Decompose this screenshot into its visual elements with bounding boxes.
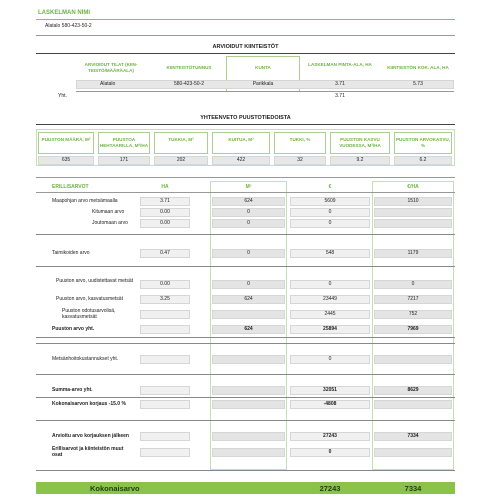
- value-cell-bg: [140, 400, 190, 409]
- value-m3: 624: [244, 326, 253, 332]
- title-divider: [36, 19, 455, 20]
- value-eur: -4808: [323, 401, 337, 407]
- value-eur: 0: [328, 281, 332, 287]
- row-separator: [36, 374, 455, 375]
- name-divider: [36, 35, 455, 36]
- value-row-label: Puuston arvo, uudistettavat metsät: [56, 278, 133, 284]
- calc-name-value: Alatalo 580-423-50-2: [45, 23, 92, 29]
- total-value-label: Kokonaisarvo: [90, 484, 140, 493]
- value-row-label: Summa-arvo yht.: [52, 387, 93, 393]
- stand-col-header: PUUSTOA HEHTAARILLA, M³/HA: [99, 137, 149, 148]
- estates-col-header: KUNTA: [255, 65, 271, 70]
- value-cell-bg: [212, 310, 285, 319]
- value-row-label: Puuston arvo, kasvatusmetsät: [56, 296, 123, 302]
- stand-col-box: [38, 132, 94, 154]
- value-eur: 0: [328, 220, 332, 226]
- calc-name-heading: LASKELMAN NIMI: [38, 10, 90, 16]
- row-separator: [36, 343, 455, 344]
- value-row-label: Puuston arvo yht.: [52, 326, 95, 332]
- value-cell-bg: [212, 432, 285, 441]
- stand-col-header: TUKKI, %: [289, 137, 311, 142]
- value-eurha: 7217: [407, 296, 419, 302]
- stand-summary-heading: YHTEENVETO PUUSTOTIEDOISTA: [200, 115, 291, 121]
- row-separator: [36, 266, 455, 267]
- row-separator: [36, 420, 455, 421]
- value-m3: 0: [247, 209, 250, 215]
- row-separator: [36, 337, 455, 338]
- value-eurha: 0: [411, 281, 415, 287]
- stand-col-header: PUUSTON MÄÄRÄ, M³: [41, 137, 91, 142]
- value-ha: 0.00: [160, 209, 170, 215]
- stand-value: 6.2: [419, 157, 427, 163]
- stand-col-header: PUUSTON KASVU VUODESSA, M³/HA: [339, 137, 381, 148]
- value-row-label: Kitumaan arvo: [92, 209, 125, 215]
- value-ha: 3.25: [160, 296, 170, 302]
- values-header-line: [36, 192, 455, 193]
- stand-col-header: PUUSTON ARVOKASVU, %: [395, 137, 451, 148]
- stand-value: 9.2: [356, 157, 364, 163]
- value-cell-bg: [212, 386, 285, 395]
- stand-value: 171: [119, 157, 129, 163]
- stand-col-box: [154, 132, 208, 154]
- value-row-label: Maapohjan arvo metsämaalla: [52, 198, 118, 204]
- value-cell-bg: [212, 355, 285, 364]
- value-eur: 0: [328, 209, 332, 215]
- row-separator: [36, 234, 455, 235]
- value-m3: 0: [247, 250, 250, 256]
- estates-col-header: LASKELMAN PINTA-ALA, HA: [308, 62, 372, 67]
- values-top-line: [36, 177, 455, 178]
- value-cell-bg: [374, 448, 452, 457]
- value-cell-bg: [140, 386, 190, 395]
- estate-total-area: 5.73: [413, 81, 423, 87]
- stand-value: 202: [176, 157, 186, 163]
- value-eur: 25894: [323, 326, 337, 332]
- stand-col-box: [274, 132, 326, 154]
- stand-col-header: KUITUA, M³: [228, 137, 254, 142]
- estates-total-line: [76, 91, 454, 92]
- estates-heading: ARVIOIDUT KIINTEISTÖT: [212, 44, 279, 50]
- value-cell-bg: [374, 355, 452, 364]
- estate-id: 580-423-50-2: [173, 81, 205, 87]
- stand-value: 32: [297, 157, 303, 163]
- value-m3: 624: [244, 198, 253, 204]
- value-eur: 0: [328, 449, 332, 455]
- value-cell-bg: [212, 400, 285, 409]
- value-m3: 624: [244, 296, 253, 302]
- total-value-eur-per-ha: 7334: [404, 484, 422, 493]
- value-ha: 0.47: [160, 250, 170, 256]
- stand-col-header: TUKKIA, M³: [168, 137, 194, 142]
- value-ha: 3.71: [160, 198, 170, 204]
- value-row-label: Erillisarvot ja kiinteistön muut osat: [52, 446, 124, 458]
- value-eur: 5609: [324, 198, 336, 204]
- value-eur: 32051: [323, 387, 337, 393]
- value-eurha: 1179: [407, 250, 419, 256]
- value-eurha: 8629: [407, 387, 419, 393]
- value-eurha: 752: [408, 311, 418, 317]
- value-row-label: Arvioitu arvo korjauksen jälkeen: [52, 433, 129, 439]
- estates-col-header: KIINTEISTÖN KOK. ALA, HA: [387, 65, 449, 70]
- value-cell-bg: [140, 310, 190, 319]
- eur-header: €: [328, 184, 332, 190]
- value-eur: 548: [325, 250, 335, 256]
- value-row-label: Puuston odotusarvolisä, kasvatusmetsät: [62, 308, 116, 320]
- value-ha: 0.00: [160, 220, 170, 226]
- estates-col-header: ARVIOIDUT TILAT (KIIN-TEISTÖ/MÄÄRÄALA): [84, 62, 138, 73]
- value-cell-bg: [212, 448, 285, 457]
- estate-name: Alatalo: [100, 81, 116, 87]
- value-row-label: Joutomaan arvo: [92, 220, 128, 226]
- value-eur: 23449: [323, 296, 337, 302]
- value-ha: 0.00: [160, 281, 170, 287]
- value-cell-bg: [374, 219, 452, 228]
- stand-col-box: [212, 132, 270, 154]
- value-cell-bg: [374, 400, 452, 409]
- value-m3: 0: [247, 281, 250, 287]
- stand-value: 422: [236, 157, 246, 163]
- value-row-label: Kokonaisarvon korjaus -15.0 %: [52, 401, 126, 407]
- value-cell-bg: [140, 355, 190, 364]
- ha-header: HA: [161, 184, 169, 190]
- value-eur: 0: [328, 356, 332, 362]
- value-m3: 0: [247, 220, 250, 226]
- value-cell-bg: [374, 208, 452, 217]
- eur-per-ha-header: €/HA: [407, 184, 419, 190]
- value-cell-bg: [140, 325, 190, 334]
- separate-values-header: ERILLISARVOT: [52, 184, 89, 190]
- stand-heading-line: [36, 124, 455, 125]
- total-value-eur: 27243: [319, 484, 341, 493]
- row-separator: [36, 397, 455, 398]
- estates-total-label: Yht.: [58, 93, 67, 99]
- m3-header: M³: [245, 184, 252, 190]
- value-eurha: 1510: [407, 198, 419, 204]
- value-eurha: 7334: [407, 433, 419, 439]
- value-eurha: 7969: [407, 326, 419, 332]
- value-cell-bg: [140, 448, 190, 457]
- value-row-label: Taimikoiden arvo: [52, 250, 90, 256]
- value-eur: 27243: [323, 433, 337, 439]
- estates-heading-line: [36, 53, 455, 54]
- estates-total-value: 3.71: [335, 93, 345, 99]
- row-separator: [36, 470, 455, 471]
- stand-value: 635: [61, 157, 71, 163]
- value-row-label: Metsänhoitokustannukset yht.: [52, 356, 119, 362]
- estates-col-header: KIINTEISTÖTUNNUS: [166, 65, 212, 70]
- value-eur: 2445: [324, 311, 336, 317]
- estate-calc-area: 3.71: [335, 81, 345, 87]
- value-cell-bg: [140, 432, 190, 441]
- estate-municipality: Parikkala: [252, 81, 274, 87]
